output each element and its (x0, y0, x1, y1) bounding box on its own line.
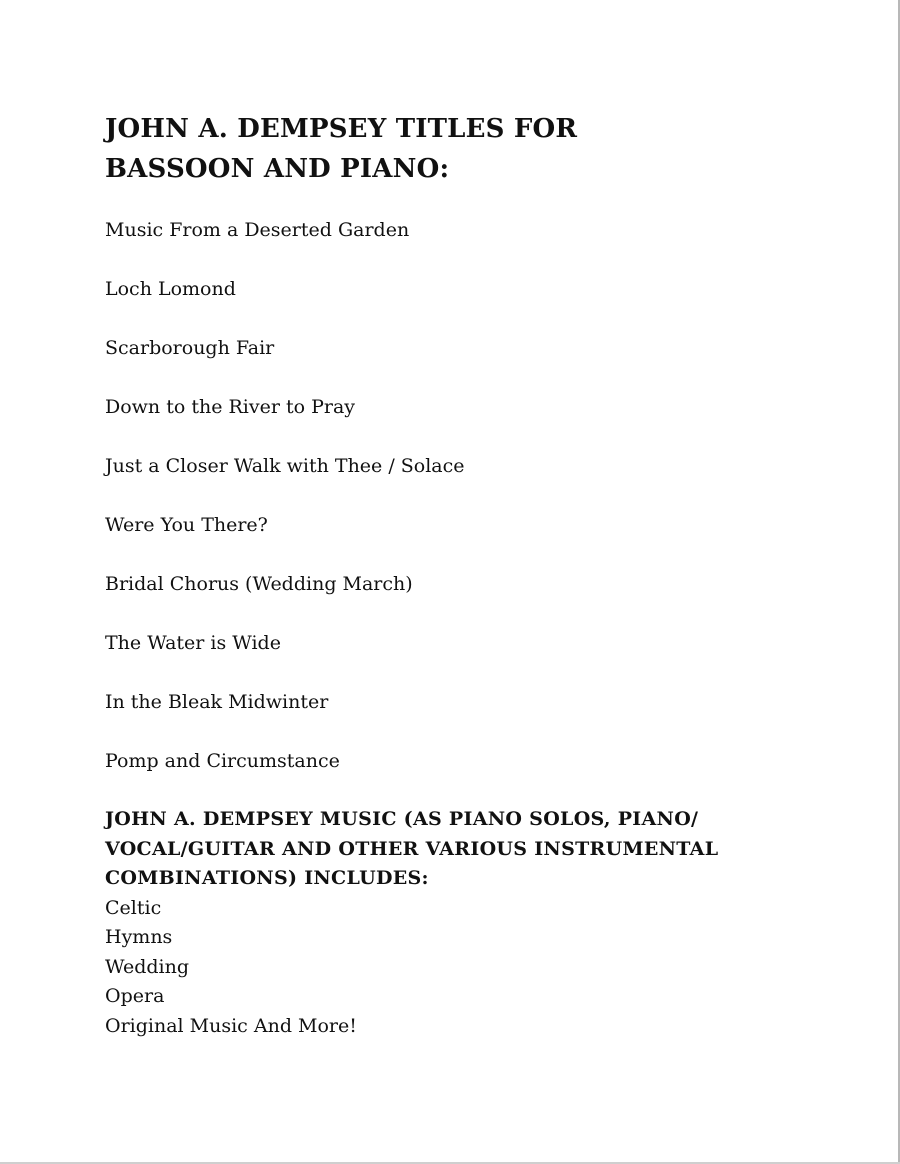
page-title-line-2: BASSOON AND PIANO: (105, 154, 450, 184)
genre-item: Wedding (105, 955, 190, 978)
music-heading-line-2: VOCAL/GUITAR AND OTHER VARIOUS INSTRUMENTAL (105, 837, 719, 860)
title-item: Scarborough Fair (105, 337, 275, 359)
bassoon-titles-list (105, 209, 795, 799)
title-item: The Water is Wide (105, 632, 281, 654)
music-heading-line-1: JOHN A. DEMPSEY MUSIC (AS PIANO SOLOS, PIANO/ (105, 808, 699, 830)
genre-item: Opera (105, 985, 165, 1007)
music-section-heading (105, 805, 795, 894)
title-item: Pomp and Circumstance (105, 750, 340, 772)
title-item: Music From a Deserted Garden (105, 219, 410, 241)
title-item: Bridal Chorus (Wedding March) (105, 573, 413, 595)
title-item: Were You There? (105, 514, 268, 536)
page-title-line-1: JOHN A. DEMPSEY TITLES FOR (105, 114, 578, 144)
music-heading-line-3: COMBINATIONS) INCLUDES: (105, 867, 429, 889)
document-page (105, 109, 795, 1041)
title-item: Down to the River to Pray (105, 396, 356, 418)
title-item: Loch Lomond (105, 278, 236, 300)
page-title (105, 109, 795, 189)
genre-item: Celtic (105, 896, 162, 919)
genre-item: Original Music And More! (105, 1014, 357, 1037)
genre-item: Hymns (105, 926, 173, 948)
title-item: In the Bleak Midwinter (105, 691, 329, 713)
genre-list (105, 894, 795, 1042)
title-item: Just a Closer Walk with Thee / Solace (105, 455, 465, 477)
